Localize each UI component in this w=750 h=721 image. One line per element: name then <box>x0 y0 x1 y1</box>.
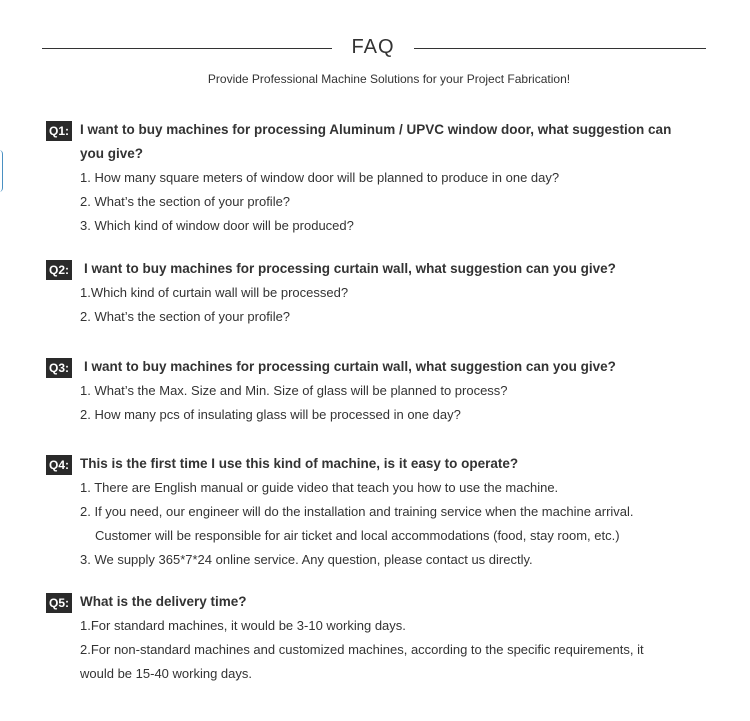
faq-item-q5 <box>46 590 706 686</box>
answer-line: 2. If you need, our engineer will do the installation and training service when the machine arrival. <box>80 504 634 519</box>
answer-line: 3. We supply 365*7*24 online service. Any question, please contact us directly. <box>80 552 533 567</box>
answer-line: 3. Which kind of window door will be produced? <box>80 218 354 233</box>
question-text: This is the first time I use this kind of machine, is it easy to operate? <box>80 456 519 471</box>
question-text: I want to buy machines for processing curtain wall, what suggestion can you give? <box>84 261 616 276</box>
faq-item-q1 <box>46 118 706 238</box>
answer-line: 1.For standard machines, it would be 3-10 working days. <box>80 618 406 633</box>
answer-line: 1. There are English manual or guide video that teach you how to use the machine. <box>80 480 559 495</box>
question-text: I want to buy machines for processing Aluminum / UPVC window door, what suggestion can <box>80 122 672 137</box>
faq-item-q2 <box>46 257 706 329</box>
question-badge: Q5: <box>46 593 72 613</box>
page-subtitle: Provide Professional Machine Solutions for your Project Fabrication! <box>207 72 571 86</box>
answer-line: 2. What’s the section of your profile? <box>80 309 291 324</box>
left-edge-tab <box>0 150 3 192</box>
question-text: What is the delivery time? <box>80 594 247 609</box>
question-text: I want to buy machines for processing curtain wall, what suggestion can you give? <box>84 359 616 374</box>
question-badge: Q1: <box>46 121 72 141</box>
answer-line: 1. What’s the Max. Size and Min. Size of glass will be planned to process? <box>80 383 508 398</box>
header-rule-left <box>42 48 332 49</box>
question-text-continued: you give? <box>80 146 144 161</box>
question-badge: Q2: <box>46 260 72 280</box>
question-badge: Q3: <box>46 358 72 378</box>
faq-item-q3 <box>46 355 706 427</box>
answer-line: would be 15-40 working days. <box>80 666 252 681</box>
answer-line: 2.For non-standard machines and customized machines, according to the specific requirements, it <box>80 642 644 657</box>
answer-line: 2. How many pcs of insulating glass will be processed in one day? <box>80 407 461 422</box>
answer-line: Customer will be responsible for air ticket and local accommodations (food, stay room, etc.) <box>95 528 620 543</box>
answer-line: 2. What’s the section of your profile? <box>80 194 291 209</box>
faq-item-q4 <box>46 452 706 572</box>
header-rule-right <box>414 48 706 49</box>
faq-header <box>0 0 750 100</box>
page-title: FAQ <box>351 36 395 58</box>
answer-line: 1.Which kind of curtain wall will be processed? <box>80 285 349 300</box>
question-badge: Q4: <box>46 455 72 475</box>
answer-line: 1. How many square meters of window door will be planned to produce in one day? <box>80 170 560 185</box>
